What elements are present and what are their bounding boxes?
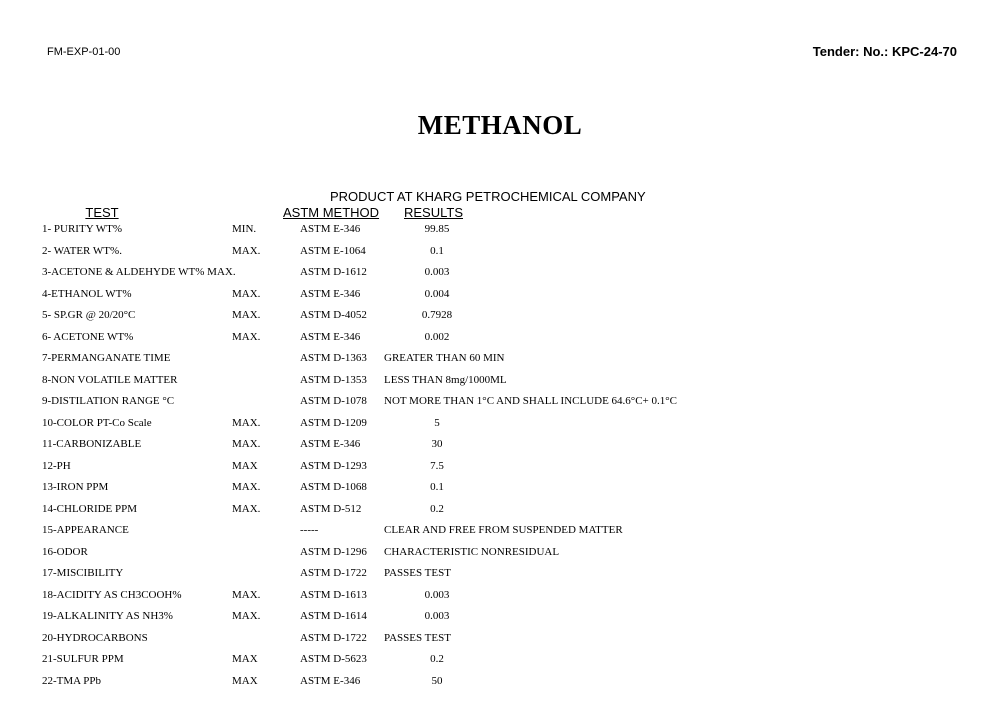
test-name: 11-CARBONIZABLE [42,438,142,450]
limit-label: MAX. [232,309,261,321]
limit-label: MAX [232,459,258,472]
limit-label: MAX. [232,330,261,343]
test-name: 20-HYDROCARBONS [42,631,148,644]
result-value: 0.2 [430,653,444,665]
limit-label: MAX. [232,481,261,493]
test-name: 19-ALKALINITY AS NH3% [42,610,173,622]
astm-method: ASTM D-1353 [300,373,367,386]
result-value: 30 [431,438,443,450]
test-name: 15-APPEARANCE [42,524,129,536]
test-name: 2- WATER WT%. [42,244,122,257]
limit-label: MAX. [232,244,261,257]
test-name: 16-ODOR [42,545,88,558]
table-row [0,262,1000,284]
table-row [0,520,1000,542]
document-code: FM-EXP-01-00 [47,46,121,58]
limit-label: MAX. [232,416,261,429]
table-row [0,606,1000,628]
result-value: LESS THAN 8mg/1000ML [384,373,507,386]
astm-method: ASTM D-1209 [300,416,367,429]
astm-method: ASTM D-4052 [300,309,367,321]
subtitle: PRODUCT AT KHARG PETROCHEMICAL COMPANY [330,189,646,204]
result-value: 0.002 [424,330,450,343]
limit-label: MAX. [232,610,261,622]
test-name: 4-ETHANOL WT% [42,287,132,300]
result-value: GREATER THAN 60 MIN [384,352,505,364]
result-value: PASSES TEST [384,567,451,579]
test-name: 3-ACETONE & ALDEHYDE WT% MAX. [42,266,236,278]
table-row [0,563,1000,585]
astm-method: ASTM E-1064 [300,244,366,257]
table-row [0,391,1000,413]
astm-method: ASTM E-346 [300,438,361,450]
limit-label: MAX. [232,438,261,450]
result-value: 0.003 [424,266,450,278]
column-header-test: TEST [85,205,119,220]
table-row [0,413,1000,435]
test-name: 6- ACETONE WT% [42,330,134,343]
result-value: 50 [431,674,443,687]
limit-label: MAX. [232,502,261,515]
tender-number: Tender: No.: KPC-24-70 [812,44,957,59]
astm-method: ASTM E-346 [300,674,361,687]
table-row [0,649,1000,671]
table-row [0,585,1000,607]
spec-table [0,219,1000,692]
table-row [0,499,1000,521]
result-value: NOT MORE THAN 1°C AND SHALL INCLUDE 64.6°C+ 0.1°C [384,395,677,407]
result-value: 99.85 [424,223,450,235]
limit-label: MAX [232,674,258,687]
table-row [0,348,1000,370]
table-row [0,477,1000,499]
astm-method: ASTM D-5623 [300,653,367,665]
astm-method: ASTM D-1613 [300,588,367,601]
result-value: 0.7928 [421,309,453,321]
astm-method: ASTM E-346 [300,330,361,343]
test-name: 13-IRON PPM [42,481,109,493]
result-value: 5 [434,416,440,429]
astm-method: ----- [300,524,319,536]
limit-label: MAX. [232,588,261,601]
test-name: 10-COLOR PT-Co Scale [42,416,152,429]
limit-label: MIN. [232,223,257,235]
table-row [0,671,1000,693]
result-value: CLEAR AND FREE FROM SUSPENDED MATTER [384,524,623,536]
table-row [0,241,1000,263]
astm-method: ASTM D-1078 [300,395,367,407]
astm-method: ASTM D-1722 [300,631,367,644]
astm-method: ASTM E-346 [300,223,361,235]
result-value: 0.1 [430,244,444,257]
astm-method: ASTM D-1068 [300,481,367,493]
result-value: 0.003 [424,588,450,601]
column-header-astm-method: ASTM METHOD [283,205,380,220]
table-row [0,284,1000,306]
result-value: 0.004 [424,287,450,300]
table-row [0,434,1000,456]
test-name: 1- PURITY WT% [42,223,123,235]
table-row [0,456,1000,478]
limit-label: MAX. [232,287,261,300]
result-value: 7.5 [430,459,444,472]
table-row [0,327,1000,349]
result-value: CHARACTERISTIC NONRESIDUAL [384,545,560,558]
test-name: 7-PERMANGANATE TIME [42,352,171,364]
table-row [0,370,1000,392]
result-value: 0.2 [430,502,444,515]
astm-method: ASTM D-1722 [300,567,367,579]
test-name: 18-ACIDITY AS CH3COOH% [42,588,182,601]
astm-method: ASTM D-1363 [300,352,367,364]
result-value: 0.003 [424,610,450,622]
table-row [0,305,1000,327]
test-name: 9-DISTILATION RANGE °C [42,395,175,407]
table-row [0,542,1000,564]
result-value: PASSES TEST [384,631,451,644]
astm-method: ASTM D-1614 [300,610,367,622]
table-row [0,219,1000,241]
astm-method: ASTM D-1612 [300,266,367,278]
astm-method: ASTM D-512 [300,502,362,515]
astm-method: ASTM D-1296 [300,545,367,558]
astm-method: ASTM D-1293 [300,459,367,472]
result-value: 0.1 [430,481,444,493]
page-title: METHANOL [417,110,583,140]
test-name: 22-TMA PPb [42,674,101,687]
astm-method: ASTM E-346 [300,287,361,300]
test-name: 21-SULFUR PPM [42,653,124,665]
limit-label: MAX [232,653,258,665]
table-row [0,628,1000,650]
test-name: 14-CHLORIDE PPM [42,502,138,515]
test-name: 12-PH [42,459,71,472]
test-name: 17-MISCIBILITY [42,567,124,579]
test-name: 8-NON VOLATILE MATTER [42,373,178,386]
test-name: 5- SP.GR @ 20/20°C [42,309,136,321]
column-header-results: RESULTS [404,205,463,220]
